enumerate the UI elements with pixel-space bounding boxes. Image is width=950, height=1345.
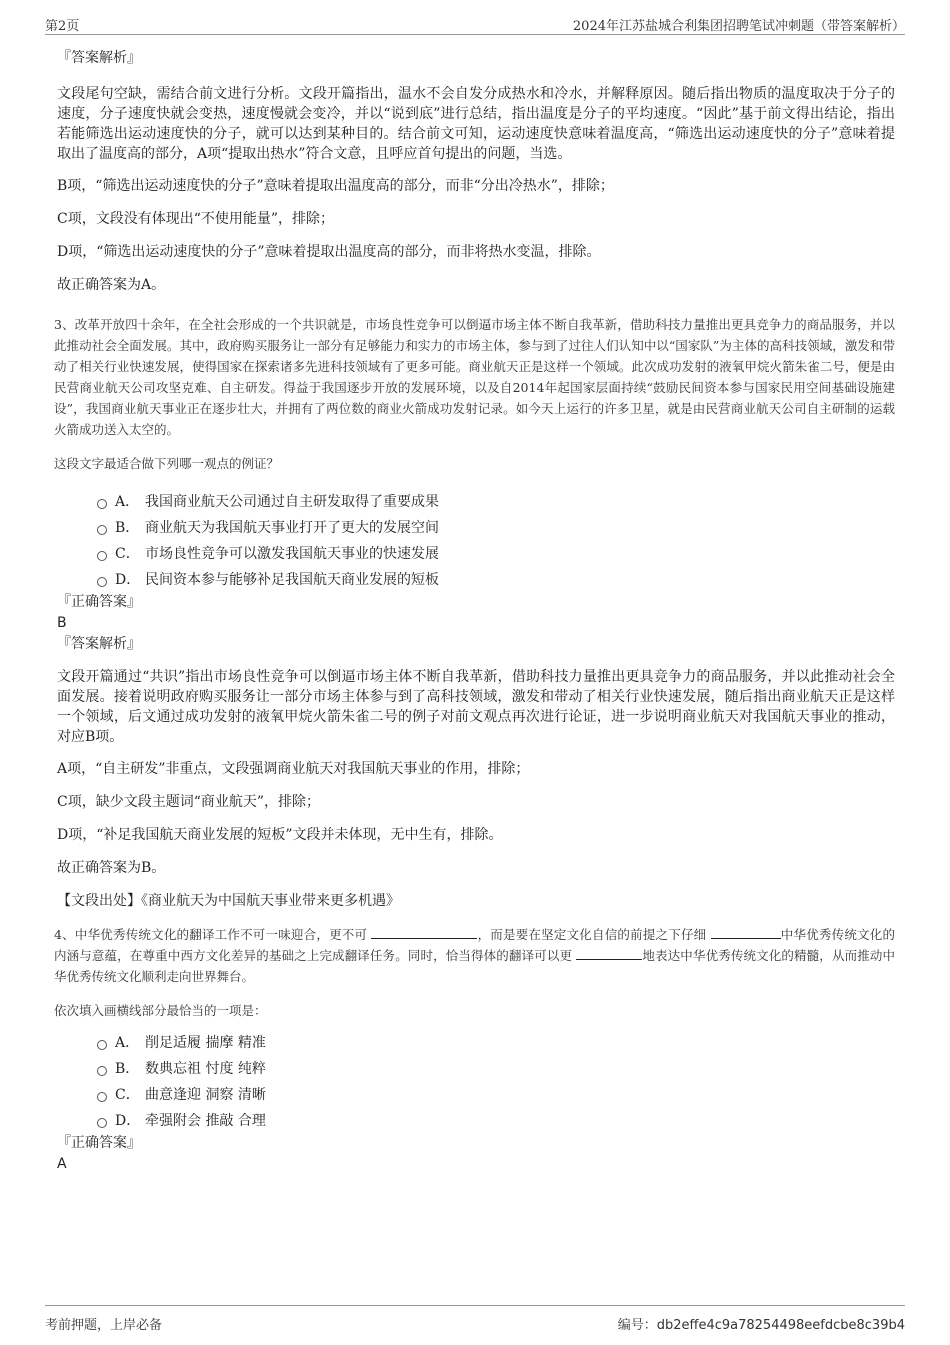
analysis-paragraph: D项，“补足我国航天商业发展的短板”文段并未体现，无中生有，排除。 [57, 827, 503, 843]
analysis-paragraph: 故正确答案为A。 [57, 277, 166, 293]
fill-blank[interactable] [711, 924, 781, 939]
fill-blank[interactable] [371, 924, 477, 939]
option-a[interactable]: A． 我国商业航天公司通过自主研发取得了重要成果 [57, 492, 895, 518]
radio-button[interactable] [97, 1092, 107, 1102]
option-text: 我国商业航天公司通过自主研发取得了重要成果 [145, 494, 439, 510]
question-3-options [57, 492, 895, 596]
answer-analysis-label: 『答案解析』 [57, 636, 141, 652]
option-b[interactable]: B． 数典忘祖 忖度 纯粹 [57, 1059, 895, 1085]
radio-button[interactable] [97, 1118, 107, 1128]
correct-answer-label: 『正确答案』 [57, 1135, 141, 1151]
analysis-paragraph: C项，文段没有体现出“不使用能量”，排除； [57, 211, 335, 227]
correct-answer-label: 『正确答案』 [57, 594, 141, 610]
analysis-paragraph: C项，缺少文段主题词“商业航天”，排除； [57, 794, 321, 810]
option-text: 牵强附会 推敲 合理 [145, 1113, 266, 1129]
page-header [45, 12, 905, 35]
radio-button[interactable] [97, 525, 107, 535]
option-text: 商业航天为我国航天事业打开了更大的发展空间 [145, 520, 439, 536]
question-4-options [57, 1033, 895, 1137]
option-a[interactable]: A． 削足适履 揣摩 精准 [57, 1033, 895, 1059]
question-4-text: 4、中华优秀传统文化的翻译工作不可一味迎合，更不可 ，而是要在坚定文化自信的前提之下仔细 中华优秀传统文化的内涵与意蕴，在尊重中西方文化差异的基础之上完成翻译任务。同时，恰当得体的翻译可以更 地表达中华优秀传统文化的精髓，从而推动中华优秀传统文化顺利走向世界舞台。 [54, 924, 895, 987]
correct-answer: A [57, 1156, 67, 1172]
question-4-prompt: 依次填入画横线部分最恰当的一项是： [54, 1003, 267, 1018]
correct-answer: B [57, 615, 67, 631]
radio-button[interactable] [97, 577, 107, 587]
fill-blank[interactable] [576, 945, 642, 960]
document-code: 编号：db2effe4c9a78254498eefdcbe8c39b4 [617, 1318, 905, 1333]
page-footer [45, 1305, 905, 1336]
option-text: 削足适履 揣摩 精准 [145, 1035, 266, 1051]
analysis-paragraph: A项，“自主研发”非重点，文段强调商业航天对我国航天事业的作用，排除； [57, 761, 530, 777]
analysis-paragraph: B项，“筛选出运动速度快的分子”意味着提取出温度高的部分，而非“分出冷热水”，排除； [57, 178, 614, 194]
analysis-paragraph: 故正确答案为B。 [57, 860, 166, 876]
radio-button[interactable] [97, 499, 107, 509]
analysis-paragraph: 文段尾句空缺，需结合前文进行分析。文段开篇指出，温水不会自发分成热水和冷水，并解释原因。随后指出物质的温度取决于分子的速度，分子速度快就会变热，速度慢就会变冷，并以“说到底”进行总结，指出温度是分子的平均速度。“因此”基于前文得出结论，指出若能筛选出运动速度快的分子，就可以达到某种目的。结合前文可知，运动速度快意味着温度高，“筛选出运动速度快的分子”意味着提取出了温度高的部分，A项“提取出热水”符合文意，且呼应首句提出的问题，当选。 [57, 86, 895, 162]
analysis-paragraph: 文段开篇通过“共识”指出市场良性竞争可以倒逼市场主体不断自我革新，借助科技力量推出更具竞争力的商品服务，并以此推动社会全面发展。接着说明政府购买服务让一部分市场主体参与到了高科技领域，激发和带动了相关行业快速发展，随后指出商业航天正是这样一个领域，后文通过成功发射的液氧甲烷火箭朱雀二号的例子对前文观点再次进行论证，进一步说明商业航天对我国航天事业的推动，对应B项。 [57, 669, 895, 745]
option-text: 民间资本参与能够补足我国航天商业发展的短板 [145, 572, 439, 588]
question-3-prompt: 这段文字最适合做下列哪一观点的例证？ [54, 456, 280, 471]
footer-slogan: 考前押题，上岸必备 [45, 1318, 163, 1333]
analysis-paragraph: D项，“筛选出运动速度快的分子”意味着提取出温度高的部分，而非将热水变温，排除。 [57, 244, 601, 260]
option-c[interactable]: C． 曲意逢迎 洞察 清晰 [57, 1085, 895, 1111]
question-3-text: 3、改革开放四十余年，在全社会形成的一个共识就是，市场良性竞争可以倒逼市场主体不断自我革新，借助科技力量推出更具竞争力的商品服务，并以此推动社会全面发展。其中，政府购买服务让一部分有足够能力和实力的市场主体，参与到了过往人们认知中以“国家队”为主体的高科技领域，激发和带动了相关行业快速发展，使得国家在探索诸多先进科技领域有了更多可能。商业航天正是这样一个领域。此次成功发射的液氧甲烷火箭朱雀二号，便是由民营商业航天公司攻坚克难、自主研发。得益于我国逐步开放的发展环境，以及自2014年起国家层面持续“鼓励民间资本参与国家民用空间基础设施建设”，我国商业航天事业正在逐步壮大，并拥有了两位数的商业火箭成功发射记录。如今天上运行的许多卫星，就是由民营商业航天公司自主研制的运载火箭成功送入太空的。 [54, 317, 895, 437]
radio-button[interactable] [97, 1066, 107, 1076]
option-d[interactable]: D． 牵强附会 推敲 合理 [57, 1111, 895, 1137]
option-b[interactable]: B． 商业航天为我国航天事业打开了更大的发展空间 [57, 518, 895, 544]
document-body [54, 44, 895, 1174]
option-text: 数典忘祖 忖度 纯粹 [145, 1061, 266, 1077]
radio-button[interactable] [97, 551, 107, 561]
answer-analysis-label: 『答案解析』 [57, 50, 141, 66]
source-citation: 【文段出处】《商业航天为中国航天事业带来更多机遇》 [57, 893, 400, 909]
page-number: 第2页 [45, 19, 80, 34]
document-title: 2024年江苏盐城合利集团招聘笔试冲刺题（带答案解析） [572, 19, 905, 34]
option-text: 曲意逢迎 洞察 清晰 [145, 1087, 266, 1103]
option-c[interactable]: C． 市场良性竞争可以激发我国航天事业的快速发展 [57, 544, 895, 570]
radio-button[interactable] [97, 1040, 107, 1050]
option-d[interactable]: D． 民间资本参与能够补足我国航天商业发展的短板 [57, 570, 895, 596]
option-text: 市场良性竞争可以激发我国航天事业的快速发展 [145, 546, 439, 562]
